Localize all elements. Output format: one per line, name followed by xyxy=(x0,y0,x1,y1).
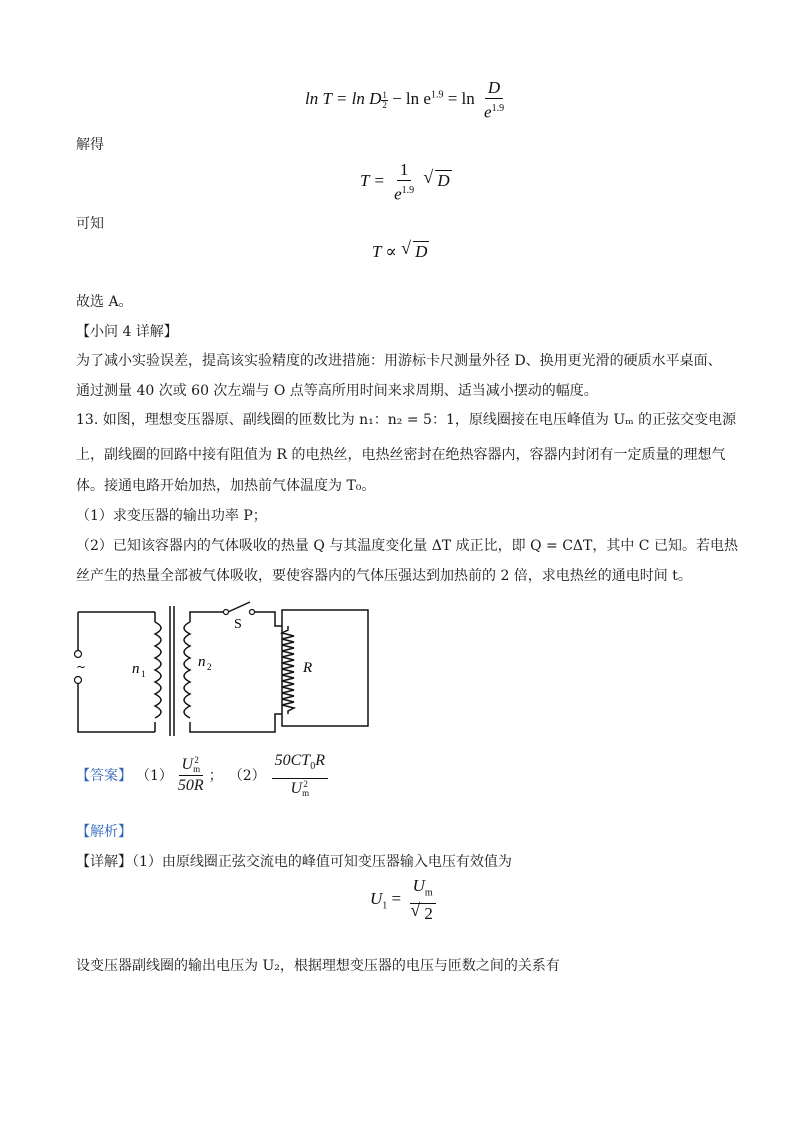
formula-proportional xyxy=(372,238,429,262)
p13-q2b: 丝产生的热量全部被气体吸收，要使容器内的气体压强达到加热前的 2 倍，求电热丝的通电时间 t。 xyxy=(76,568,692,584)
detail-line-1 xyxy=(76,852,512,872)
n2-label: n xyxy=(198,654,206,670)
f2-den-base: e xyxy=(394,184,402,204)
f1-exponent: $\frac{1}{2}$ xyxy=(382,89,387,110)
f3-rad: D xyxy=(415,242,428,261)
q4-body-2: 通过测量 40 次或 60 次左端与 O 点等高所用时间来求周期、适当减小摆动的幅度。 xyxy=(76,383,598,399)
detail-text-1: （1）由原线圈正弦交流电的峰值可知变压器输入电压有效值为 xyxy=(132,854,512,870)
q4-header: 【小问 4 详解】 xyxy=(76,324,178,340)
f1-fraction: $\frac{D}{e^{1.9}}$ xyxy=(484,78,505,122)
detail-line-2: 设变压器副线圈的输出电压为 U₂，根据理想变压器的电压与匝数之间的关系有 xyxy=(76,958,560,974)
f1-left: ln T = ln D xyxy=(305,89,382,109)
ans1-den: 50R xyxy=(177,776,204,794)
n1-sub: 1 xyxy=(141,669,146,679)
terminal-top xyxy=(75,651,82,658)
q4-body-1: 为了减小实验误差，提高该实验精度的改进措施：用游标卡尺测量外径 D、换用更光滑的硬质水平桌面、 xyxy=(76,353,722,369)
f2-rad: D xyxy=(437,171,450,191)
switch-pivot xyxy=(224,610,229,615)
ans1-fraction: U 2 m 50R xyxy=(175,755,207,796)
p13-line-1: 13. 如图，理想变压器原、副线圈的匝数比为 n₁：n₂ = 5：1，原线圈接在电压峰值为 Uₘ 的正弦交变电源 xyxy=(76,412,737,428)
detail-label: 【详解】 xyxy=(76,854,132,870)
formula-u1: $U_1$ = $U_m$ √ 2 xyxy=(370,876,440,924)
f3-lhs: T ∝ xyxy=(372,242,397,261)
ans1-label: （1） xyxy=(136,768,173,784)
jiexi-label: 【解析】 xyxy=(76,824,132,840)
p13-q1: （1）求变压器的输出功率 P； xyxy=(76,508,267,524)
f2-den-exp: 1.9 xyxy=(401,185,415,196)
text-guxuan: 故选 A。 xyxy=(76,294,133,310)
fu1-lhs: U xyxy=(370,889,383,909)
f2-fraction xyxy=(391,160,417,205)
p13-line-3: 体。接通电路开始加热，加热前气体温度为 T₀。 xyxy=(76,478,376,494)
f3-sqrt: √ D xyxy=(401,238,428,261)
terminals xyxy=(75,610,255,684)
ans2-num: 50CT xyxy=(274,752,311,770)
p13-q2: （2）已知该容器内的气体吸收的热量 Q 与其温度变化量 ΔT 成正比，即 Q = CΔT，其中 C 已知。若电热 xyxy=(76,538,738,554)
f2-num: 1 xyxy=(397,160,412,181)
ans2-den: U xyxy=(290,779,303,797)
ans1-num: U xyxy=(181,755,194,773)
ans2-label: （2） xyxy=(228,768,266,784)
f1-frac-num: D xyxy=(485,78,503,99)
terminal-bottom xyxy=(75,677,82,684)
r-label: R xyxy=(303,660,313,676)
n1-label: n xyxy=(132,661,140,677)
transformer-core xyxy=(170,606,174,736)
n2-sub: 2 xyxy=(207,662,212,672)
answer-label: 【答案】 xyxy=(76,768,132,784)
f2-sqrt: √ D xyxy=(423,167,450,191)
switch-label: S xyxy=(234,617,242,632)
ans-separator: ； xyxy=(208,768,223,784)
text-kezhi: 可知 xyxy=(76,216,104,232)
circuit-wires xyxy=(78,602,368,732)
fu1-fraction: $U_m$ √ 2 xyxy=(407,876,438,924)
formula-ln-t xyxy=(305,78,509,123)
f1-e-exp: 1.9 xyxy=(430,89,444,101)
f1-eq: = ln xyxy=(447,89,475,109)
ans2-fraction: $50CT_0R$ U 2 m xyxy=(272,751,328,798)
p13-line-2: 上，副线圈的回路中接有阻值为 R 的电热丝，电热丝密封在绝热容器内，容器内封闭有一定质量的理想气 xyxy=(76,447,726,463)
switch-contact xyxy=(250,610,255,615)
source-label: ~ xyxy=(76,660,87,674)
transformer-circuit-diagram xyxy=(70,596,390,741)
f2-lhs: T = xyxy=(360,171,385,191)
f1-frac-den: e xyxy=(484,102,492,122)
text-jiede: 解得 xyxy=(76,137,104,153)
formula-t-eq xyxy=(360,160,452,205)
f1-mid: − ln e xyxy=(392,89,431,109)
answer-line xyxy=(76,752,330,798)
